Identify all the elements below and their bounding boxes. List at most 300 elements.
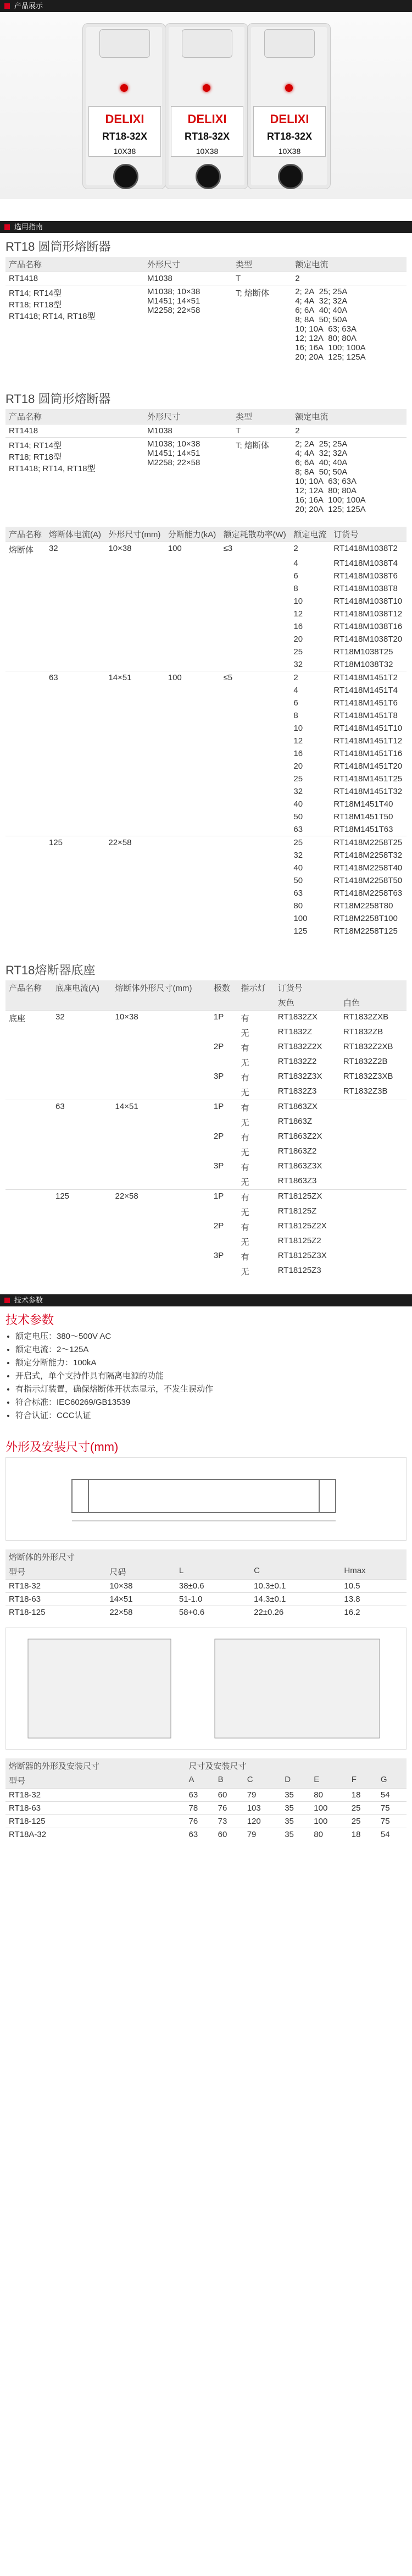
group-break: 100 [165,542,220,558]
table-row [5,874,407,887]
table-row [5,620,407,633]
table-cell: 75 [377,1802,407,1815]
table-cell: 22×58 [106,1606,176,1619]
fuse-cap [182,29,232,58]
table-row [5,722,407,735]
table-row [5,1234,407,1249]
group-break [165,836,220,850]
order-white: RT1832Z2XB [343,1042,393,1051]
current-a: 8; 8A [295,467,315,477]
order-code: RT18M2258T100 [333,914,398,923]
order-code: RT18M1451T40 [333,799,393,809]
flag-icon [4,224,10,230]
table-header-cell: 熔断器的外形及安装尺寸 [5,1758,186,1773]
subheader-gray: 灰色 [275,995,340,1011]
current-b: 125; 125A [328,352,366,362]
table-cell: 38±0.6 [176,1580,250,1593]
table-row [5,836,407,850]
current-cell: 20 [293,635,303,644]
current-cell: 25 [290,836,330,850]
group-name: 底座 [5,1011,52,1026]
table-header-row [5,527,407,542]
table-header-row [5,1758,407,1773]
table-subheader-row [5,995,407,1011]
table-row [5,1145,407,1160]
order-gray: RT18125ZX [275,1190,340,1205]
table-cell: 63 [186,1828,215,1841]
table-header-cell: 尺寸及安装尺寸 [186,1758,407,1773]
current-a: 6; 6A [295,306,315,315]
order-gray: RT1863Z3 [277,1176,317,1185]
table-cell: 79 [244,1789,282,1802]
current-cell: 32 [293,851,303,860]
current-line [295,449,403,458]
poles [210,1205,238,1220]
table-row [5,1802,407,1815]
current-b: 63; 63A [328,477,357,486]
table-row [5,1085,407,1100]
table-cell: 16.2 [341,1606,407,1619]
order-code: RT1418M1038T20 [333,635,403,644]
current-a: 8; 8A [295,315,315,324]
table-cell: RT18-63 [5,1593,106,1606]
table-row [5,1264,407,1279]
current-cell: 100 [293,914,308,923]
table-row [5,912,407,925]
current-line [295,439,403,449]
indicator-light [285,84,293,92]
order-white [340,1115,407,1130]
poles [210,1174,238,1190]
current-a: 2; 2A [295,439,315,449]
table-cell: 14×51 [106,1593,176,1606]
group-dims: 22×58 [105,836,164,850]
table-header-cell: E [310,1773,348,1789]
poles: 1P [210,1190,238,1205]
poles: 1P [210,1011,238,1026]
table-header-cell: 产品名称 [5,527,46,542]
base-order-table [5,980,407,1279]
table-cell: 100 [310,1815,348,1828]
table-header-cell: 类型 [232,257,292,272]
poles [210,1234,238,1249]
brand-name: DELIXI [105,112,144,126]
order-code: RT1418M1038T12 [333,609,403,619]
order-code: RT1418M1038T6 [333,571,398,581]
indicator: 无 [241,1058,249,1068]
group-name: 熔断体 [5,542,46,558]
table-row [5,1593,407,1606]
table-row [5,542,407,558]
current-cell: 25 [293,647,303,657]
table-header-cell: 指示灯 [237,980,274,995]
table-row [5,1580,407,1593]
base-dims-table [5,1758,407,1841]
indicator: 有 [241,1253,249,1262]
table-header-cell: 分断能力(kA) [165,527,220,542]
fuse-label [88,106,161,157]
fuse-code-block [0,233,412,1279]
table-row [5,887,407,900]
dims-title: 外形及安装尺寸(mm) [5,1440,119,1454]
table-cell: RT18-125 [5,1815,186,1828]
table-cell: RT1418 [5,272,144,285]
base-side-view [28,1639,171,1738]
table-cell: 2 [292,424,407,438]
current-cell: 12 [293,609,303,619]
table-cell: RT18-32 [5,1789,186,1802]
base-drawing [5,1628,407,1750]
current-cell: 4 [293,686,298,695]
poles: 3P [213,1161,224,1171]
table-cell: 13.8 [341,1593,407,1606]
current-b: 25; 25A [319,439,348,449]
indicator: 无 [241,1238,249,1247]
table-header-cell: 额定电流 [292,257,407,272]
section-title-tech: 技术参数 [14,1296,43,1304]
indicator: 有 [241,1133,249,1143]
table-row [5,1055,407,1070]
names-cell [5,285,144,364]
fuse-cap [264,29,315,58]
terminal-hole [196,164,221,189]
table-cell: 54 [377,1828,407,1841]
table-cell: 10.5 [341,1580,407,1593]
tech-item: • 开启式，单个支持件具有隔离电源的功能 [15,1370,407,1383]
current-line [295,334,403,343]
table-row [5,1130,407,1145]
table-cell: 75 [377,1815,407,1828]
table-header-cell: D [281,1773,310,1789]
section-title-selection: 选用指南 [14,223,43,231]
group-rated: 63 [52,1100,112,1116]
order-code: RT18M1451T50 [333,812,393,821]
table-row [5,773,407,785]
base-front-view [215,1639,380,1738]
table-row [5,1115,407,1130]
current-b: 50; 50A [319,467,348,477]
table-header-cell: 熔断体外形尺寸(mm) [112,980,210,995]
table-row [5,1220,407,1234]
model-name: RT18-32X [184,131,230,142]
order-code: RT1418M1451T2 [330,671,407,685]
base-title: RT18熔断器底座 [5,963,96,977]
order-gray: RT18125Z3 [277,1266,321,1275]
table-cell: RT1418 [5,424,144,438]
table-cell: 35 [281,1802,310,1815]
table-row [5,684,407,697]
table-row [5,1249,407,1264]
table-header-cell: G [377,1773,407,1789]
current-cell: 16 [293,749,303,758]
order-code: RT1418M1451T16 [333,749,403,758]
current-line [295,467,403,477]
table-row [5,1606,407,1619]
table-header-cell: 底座电流(A) [52,980,112,995]
current-cell: 12 [293,736,303,746]
table-row [5,438,407,516]
order-white [340,1190,407,1205]
current-cell: 4 [293,559,298,568]
current-cell: 10 [293,597,303,606]
name-line: RT14; RT14型 [9,289,62,298]
section-band-selection [0,221,412,233]
order-gray: RT1863ZX [275,1100,340,1116]
indicator: 无 [241,1208,249,1217]
current-line [295,315,403,324]
current-cell: 20 [293,762,303,771]
current-a: 10; 10A [295,324,324,334]
order-code: RT1418M1038T4 [333,559,398,568]
order-gray: RT18125Z2X [277,1221,327,1231]
section-band-tech [0,1294,412,1306]
table-header-cell: 额定耗散功率(W) [220,527,291,542]
group-rated: 125 [52,1190,112,1205]
order-white [340,1145,407,1160]
current-a: 12; 12A [295,334,324,343]
current-a: 10; 10A [295,477,324,486]
poles [210,1264,238,1279]
group-name [5,671,46,685]
type-cell: T; 熔断体 [232,285,292,364]
flag-icon [4,3,10,9]
poles: 2P [213,1042,224,1051]
table-cell: 63 [186,1789,215,1802]
table-row [5,798,407,810]
table-cell: 60 [215,1828,244,1841]
table-cell: 25 [348,1815,377,1828]
table-row [5,925,407,937]
table-row [5,1789,407,1802]
table-cell: 51-1.0 [176,1593,250,1606]
fuse-cap [99,29,150,58]
name-line: RT18; RT18型 [9,453,62,462]
fuse-code-table-1 [5,257,407,363]
order-white [340,1249,407,1264]
table-cell: 10×38 [106,1580,176,1593]
currents-cell [292,285,407,364]
indicator: 无 [241,1267,249,1277]
fuse-drawing [5,1457,407,1541]
poles [210,1055,238,1070]
order-code: RT1418M1451T10 [333,724,403,733]
table-row [5,424,407,438]
current-b: 25; 25A [319,287,348,296]
brand-name: DELIXI [270,112,309,126]
table-cell: 22±0.26 [250,1606,341,1619]
order-code: RT1418M1451T12 [333,736,403,746]
current-line [295,296,403,306]
current-cell: 6 [293,571,298,581]
group-dims: 14×51 [105,671,164,685]
name-line: RT14; RT14型 [9,441,62,450]
table-cell: 10.3±0.1 [250,1580,341,1593]
order-code: RT18M2258T125 [333,926,398,936]
order-code: RT1418M1451T8 [333,711,398,720]
table-cell: RT18-63 [5,1802,186,1815]
fuse-order-table [5,527,407,937]
base-drawing-svg [6,1628,406,1748]
order-code: RT1418M2258T25 [330,836,407,850]
table-header-cell: 订货号 [330,527,407,542]
table-header-row [5,409,407,424]
order-white [340,1220,407,1234]
table-row [5,1160,407,1174]
current-a: 6; 6A [295,458,315,467]
table-row [5,1011,407,1026]
name-line: RT1418; RT14, RT18型 [9,464,96,473]
order-code: RT1418M1451T4 [333,686,398,695]
current-cell: 40 [293,799,303,809]
table-cell: 18 [348,1828,377,1841]
order-gray: RT18125Z3X [277,1251,327,1260]
current-cell: 10 [293,724,303,733]
table-row [5,1190,407,1205]
poles [210,1115,238,1130]
current-cell: 32 [293,660,303,669]
current-line [295,477,403,486]
terminal-hole [278,164,303,189]
fuse-end-left [72,1480,88,1513]
order-gray: RT1863Z2X [277,1132,322,1141]
current-cell: 2 [290,542,330,558]
type-cell: T; 熔断体 [232,438,292,516]
order-white [340,1174,407,1190]
order-code: RT18M2258T80 [333,901,393,911]
table-header-cell: C [250,1564,341,1580]
order-code: RT1418M1451T32 [333,787,403,796]
fuse-holder [247,23,331,189]
order-gray: RT1863Z3X [277,1161,322,1171]
table-header-row [5,257,407,272]
current-cell: 32 [293,787,303,796]
table-row [5,633,407,646]
table-header-cell: 额定电流 [290,527,330,542]
table-row [5,1815,407,1828]
poles: 1P [210,1100,238,1116]
table-row [5,1100,407,1116]
current-cell: 40 [293,863,303,873]
group-name [5,836,46,850]
order-gray: RT1863Z [277,1117,313,1126]
fuse-label [253,106,326,157]
table-row [5,671,407,685]
table-cell: 73 [215,1815,244,1828]
table-row [5,608,407,620]
table-header-cell: F [348,1773,377,1789]
current-b: 80; 80A [328,486,357,495]
table-header-cell: 产品名称 [5,409,144,424]
table-cell: RT18-125 [5,1606,106,1619]
current-line [295,287,403,296]
table-row [5,1828,407,1841]
current-cell: 8 [293,711,298,720]
order-code: RT1418M1038T10 [333,597,403,606]
tech-block [0,1306,412,1841]
table-cell: RT18A-32 [5,1828,186,1841]
indicator: 无 [241,1029,249,1038]
currents-cell [292,438,407,516]
fuse-title-1: RT18 圆筒形熔断器 [5,240,111,253]
table-row [5,582,407,595]
current-a: 16; 16A [295,343,324,352]
order-white [340,1205,407,1220]
group-power [220,836,291,850]
order-white [340,1130,407,1145]
indicator-light [203,84,210,92]
table-cell: 35 [281,1815,310,1828]
tech-title: 技术参数 [5,1313,54,1327]
table-header-row [5,1564,407,1580]
group-rated: 32 [46,542,105,558]
table-cell: 100 [310,1802,348,1815]
order-white [340,1234,407,1249]
table-cell: 2 [292,272,407,285]
fuse-body [88,1480,319,1513]
group-break: 100 [165,671,220,685]
brand-name: DELIXI [187,112,227,126]
table-row [5,1205,407,1220]
order-code: RT18M1451T63 [333,825,393,834]
order-white [340,1100,407,1116]
group-dims: 10×38 [112,1011,210,1026]
current-cell: 2 [290,671,330,685]
flag-icon [4,1298,10,1303]
poles: 2P [213,1221,224,1231]
table-header-cell: 极数 [210,980,238,995]
table-row [5,709,407,722]
current-line [295,306,403,315]
current-line [295,352,403,362]
spec-text: 10X38 [113,147,136,156]
fuse-dims-table [5,1549,407,1619]
table-header-cell: L [176,1564,250,1580]
order-code: RT1418M1451T25 [333,774,403,784]
indicator: 有 [237,1100,274,1116]
table-header-cell: Hmax [341,1564,407,1580]
current-b: 80; 80A [328,334,357,343]
indicator: 有 [241,1163,249,1172]
table-header-cell: 订货号 [275,980,340,995]
current-b: 32; 32A [319,449,348,458]
group-dims: 14×51 [112,1100,210,1116]
indicator: 无 [241,1148,249,1157]
tech-list [5,1330,407,1422]
name-line: RT1418; RT14, RT18型 [9,312,96,321]
group-name [5,1100,52,1116]
table-header-cell: C [244,1773,282,1789]
table-cell: 80 [310,1828,348,1841]
order-code: RT1418M2258T63 [333,889,403,898]
model-name: RT18-32X [266,131,313,142]
table-header-cell: 熔断体电流(A) [46,527,105,542]
table-row [5,1040,407,1055]
group-name [5,1190,52,1205]
section-band-product [0,0,412,12]
table-row [5,760,407,773]
dims-cell [144,285,232,364]
current-b: 100; 100A [328,343,366,352]
table-cell: 76 [186,1815,215,1828]
order-code: RT1418M2258T40 [333,863,403,873]
current-cell: 125 [293,926,308,936]
table-row [5,1174,407,1190]
group-rated: 63 [46,671,105,685]
tech-item: • 符合标准：IEC60269/GB13539 [15,1396,407,1409]
current-line [295,343,403,352]
table-cell: 14.3±0.1 [250,1593,341,1606]
tech-item: • 额定分断能力：100kA [15,1356,407,1370]
